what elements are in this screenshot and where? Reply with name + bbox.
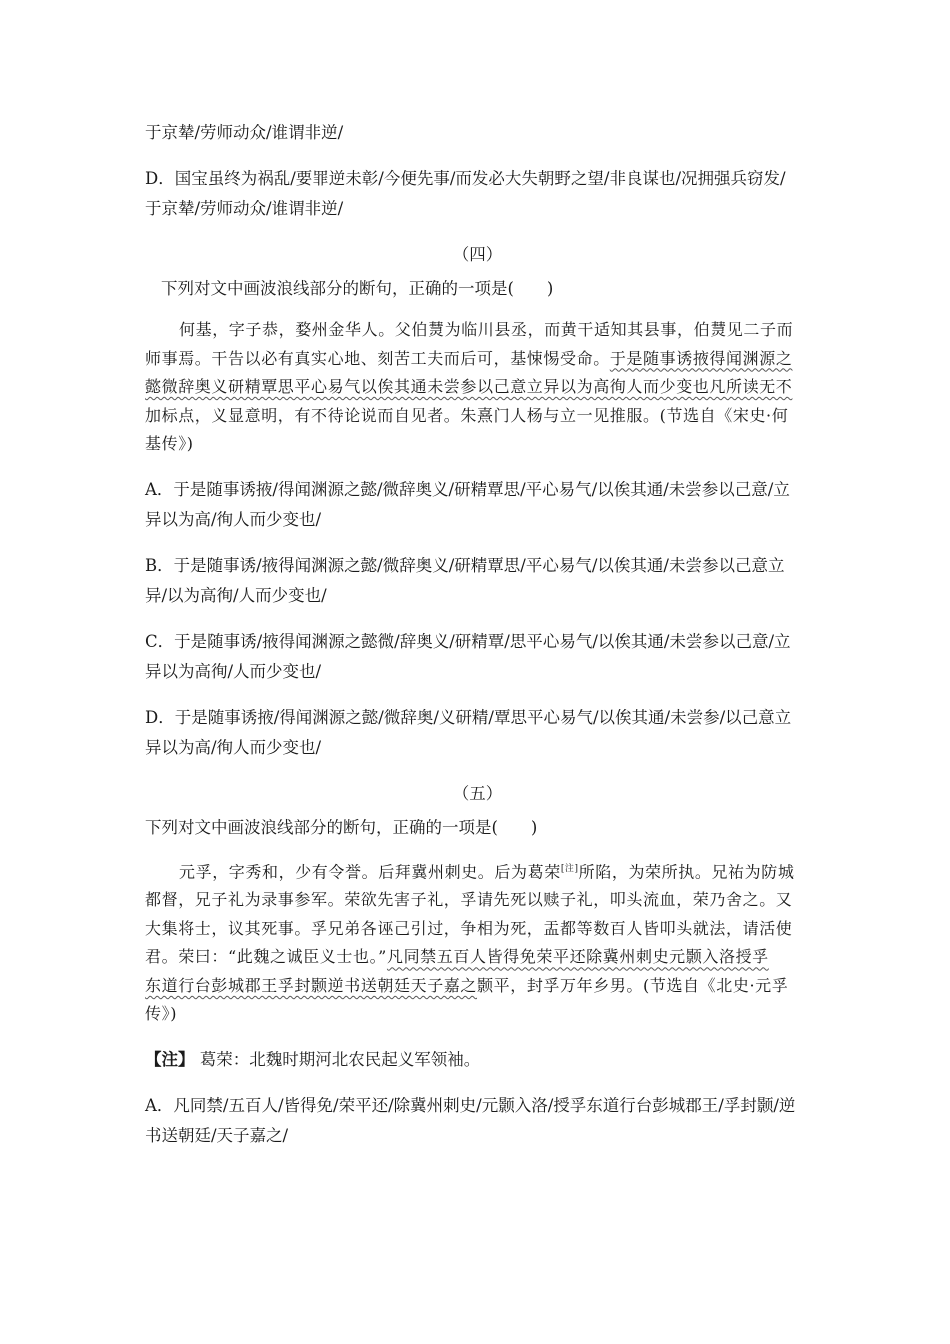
section-5-heading: （五） xyxy=(452,783,503,803)
section-4-heading: （四） xyxy=(452,245,503,264)
passage-text: 所陷，为荣所执。兄祐为防城 xyxy=(578,861,795,881)
passage-line: 何基，字子恭，婺州金华人。父伯熭为临川县丞，而黄干适知其县事，伯熭见二子而 xyxy=(179,320,794,339)
footnote-marker: [注] xyxy=(560,863,579,874)
option-line: C．于是随事诱/掖得闻渊源之懿微/辞奥义/研精覃/思平心易气/以俟其通/未尝参以己意/立 xyxy=(145,631,791,651)
passage-line xyxy=(145,345,810,374)
section-4-question: 下列对文中画波浪线部分的断句，正确的一项是( ) xyxy=(161,279,554,298)
section-4-option-a xyxy=(145,475,810,535)
passage-line xyxy=(145,972,810,1001)
wavy-underlined-text: 凡同禁五百人皆得免荣平还除冀州刺史元颢入洛授孚 xyxy=(386,947,769,967)
passage-line: 基传》) xyxy=(145,434,194,453)
passage-line: 加标点，义显意明，有不待论说而自见者。朱熹门人杨与立一见推服。(节选自《宋史·何 xyxy=(145,405,789,425)
option-d-line2: 于京辇/劳师动众/谁谓非逆/ xyxy=(145,199,344,218)
document-page xyxy=(145,118,810,1151)
option-line: 异以为高/徇人而少变也/ xyxy=(145,509,322,529)
footnote xyxy=(145,1045,810,1075)
option-line: 书送朝廷/天子嘉之/ xyxy=(145,1125,289,1145)
passage-text: 师事焉。干告以必有真实心地、刻苦工夫而后可，基悚惕受命。 xyxy=(145,348,610,368)
option-line: 异以为高/徇人而少变也/ xyxy=(145,737,322,757)
section-4-passage xyxy=(145,316,810,459)
option-line: B．于是随事诱/掖得闻渊源之懿/微辞奥义/研精覃思/平心易气/以俟其通/未尝参以己意立 xyxy=(145,555,785,575)
option-line: 异/以为高徇/人而少变也/ xyxy=(145,585,327,605)
passage-text: 颢平，封孚万年乡男。(节选自《北史·元孚 xyxy=(477,975,789,995)
section-4-option-b xyxy=(145,551,810,611)
option-line: D．于是随事诱掖/得闻渊源之懿/微辞奥/义研精/覃思平心易气/以俟其通/未尝参/以己意立 xyxy=(145,707,792,727)
passage-text: 元孚，字秀和，少有令誉。后拜冀州刺史。后为葛荣 xyxy=(179,861,561,881)
option-line: 异以为高徇/人而少变也/ xyxy=(145,661,322,681)
passage-line xyxy=(145,373,810,402)
passage-line xyxy=(145,855,810,887)
section-4-option-c xyxy=(145,627,810,687)
footnote-text: 葛荣：北魏时期河北农民起义军领袖。 xyxy=(199,1049,481,1069)
passage-line: 都督，兄子礼为录事参军。荣欲先害子礼，孚请先死以赎子礼，叩头流血，荣乃舍之。又 xyxy=(145,890,793,910)
passage-text: 君。荣曰：“此魏之诚臣义士也。” xyxy=(145,947,387,967)
wavy-underlined-text: 于是随事诱掖得闻渊源之 xyxy=(609,348,793,368)
wavy-underlined-text: 懿微辞奥义研精覃思平心易气以俟其通未尝参以己意立异以为高徇人而少变也凡所读无不 xyxy=(145,377,793,396)
passage-line: 传》) xyxy=(145,1004,178,1024)
section-5-option-a xyxy=(145,1091,810,1151)
wavy-underlined-text: 东道行台彭城郡王孚封颢逆书送朝廷天子嘉之 xyxy=(145,975,478,995)
passage-line xyxy=(145,943,810,972)
option-line: A．凡同禁/五百人/皆得免/荣平还/除冀州刺史/元颢入洛/授孚东道行台彭城郡王/孚封颢/逆 xyxy=(145,1095,796,1115)
passage-line: 大集将士，议其死事。孚兄弟各诬己引过，争相为死，盂都等数百人皆叩头就法，请活使 xyxy=(145,918,793,938)
option-c-tail: 于京辇/劳师动众/谁谓非逆/ xyxy=(145,123,344,142)
option-d-line1: D．国宝虽终为祸乱/要罪逆未彰/今便先事/而发必大失朝野之望/非良谋也/况拥强兵窃发/ xyxy=(145,169,786,188)
section-5-question: 下列对文中画波浪线部分的断句，正确的一项是( ) xyxy=(145,817,538,837)
section-5-passage xyxy=(145,855,810,1029)
section-4-option-d xyxy=(145,703,810,763)
option-line: A．于是随事诱掖/得闻渊源之懿/微辞奥义/研精覃思/平心易气/以俟其通/未尝参以己意/立 xyxy=(145,479,790,499)
footnote-label: 【注】 xyxy=(145,1049,195,1069)
